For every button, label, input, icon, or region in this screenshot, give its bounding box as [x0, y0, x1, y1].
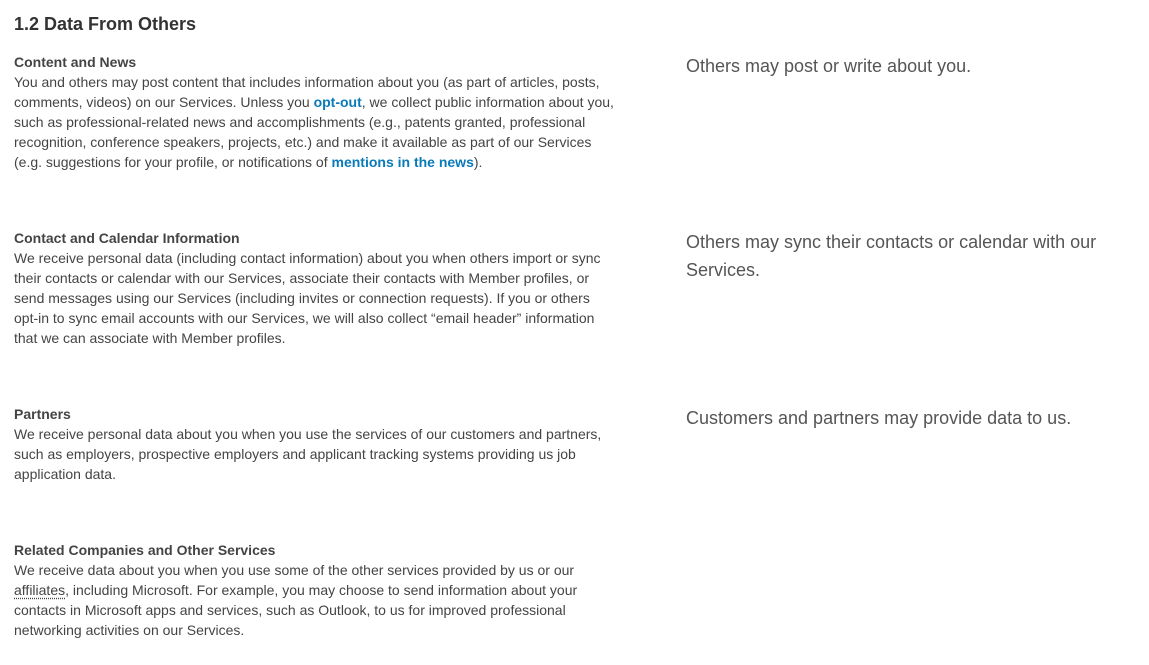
affiliates-term[interactable]: affiliates: [14, 582, 66, 598]
section-heading: Partners: [14, 406, 71, 422]
mentions-in-the-news-link[interactable]: mentions in the news: [331, 154, 474, 170]
body-text: We receive data about you when you use some of the other services provided by us or our: [14, 562, 575, 578]
section-contact-and-calendar: [14, 228, 614, 348]
section-heading: Contact and Calendar Information: [14, 230, 240, 246]
section-body: We receive personal data (including contact information) about you when others import or sync their contacts or calendar with our Services, associate their contacts with Member profiles, or send messages using our Services (including invites or connection requests). If you or others opt-in to sync email accounts with our Services, we will also collect “email header” information that we can associate with Member profiles.: [14, 250, 601, 346]
summary-contact-and-calendar: Others may sync their contacts or calendar with our Services.: [686, 232, 1097, 280]
summary-partners: Customers and partners may provide data to us.: [686, 408, 1072, 428]
body-text: , we collect public information about you, such as professional-related news and accomplishments (e.g., patents granted, professional recognition, conference speakers, projects, etc.) and make it available as part of our Services (e.g. suggestions for your profile, or notifications of: [14, 94, 614, 170]
body-text: You and others may post content that includes information about you (as part of articles, posts, comments, videos) on our Services. Unless you: [14, 74, 600, 110]
summary-content-and-news: Others may post or write about you.: [686, 56, 972, 76]
section-heading: Related Companies and Other Services: [14, 542, 276, 558]
section-body: We receive personal data about you when you use the services of our customers and partners, such as employers, prospective employers and applicant tracking systems providing us job application data.: [14, 426, 602, 482]
section-partners: [14, 404, 614, 484]
section-content-and-news: [14, 52, 614, 172]
body-text: ).: [473, 154, 483, 170]
page-title: 1.2 Data From Others: [14, 14, 197, 34]
opt-out-link[interactable]: opt-out: [313, 94, 362, 110]
section-body: [14, 560, 614, 640]
section-body: [14, 72, 614, 172]
body-text: , including Microsoft. For example, you may choose to send information about your contacts in Microsoft apps and services, such as Outlook, to us for improved professional networking activities on our Services.: [14, 582, 578, 638]
section-heading: Content and News: [14, 54, 137, 70]
section-related-companies: [14, 540, 614, 640]
